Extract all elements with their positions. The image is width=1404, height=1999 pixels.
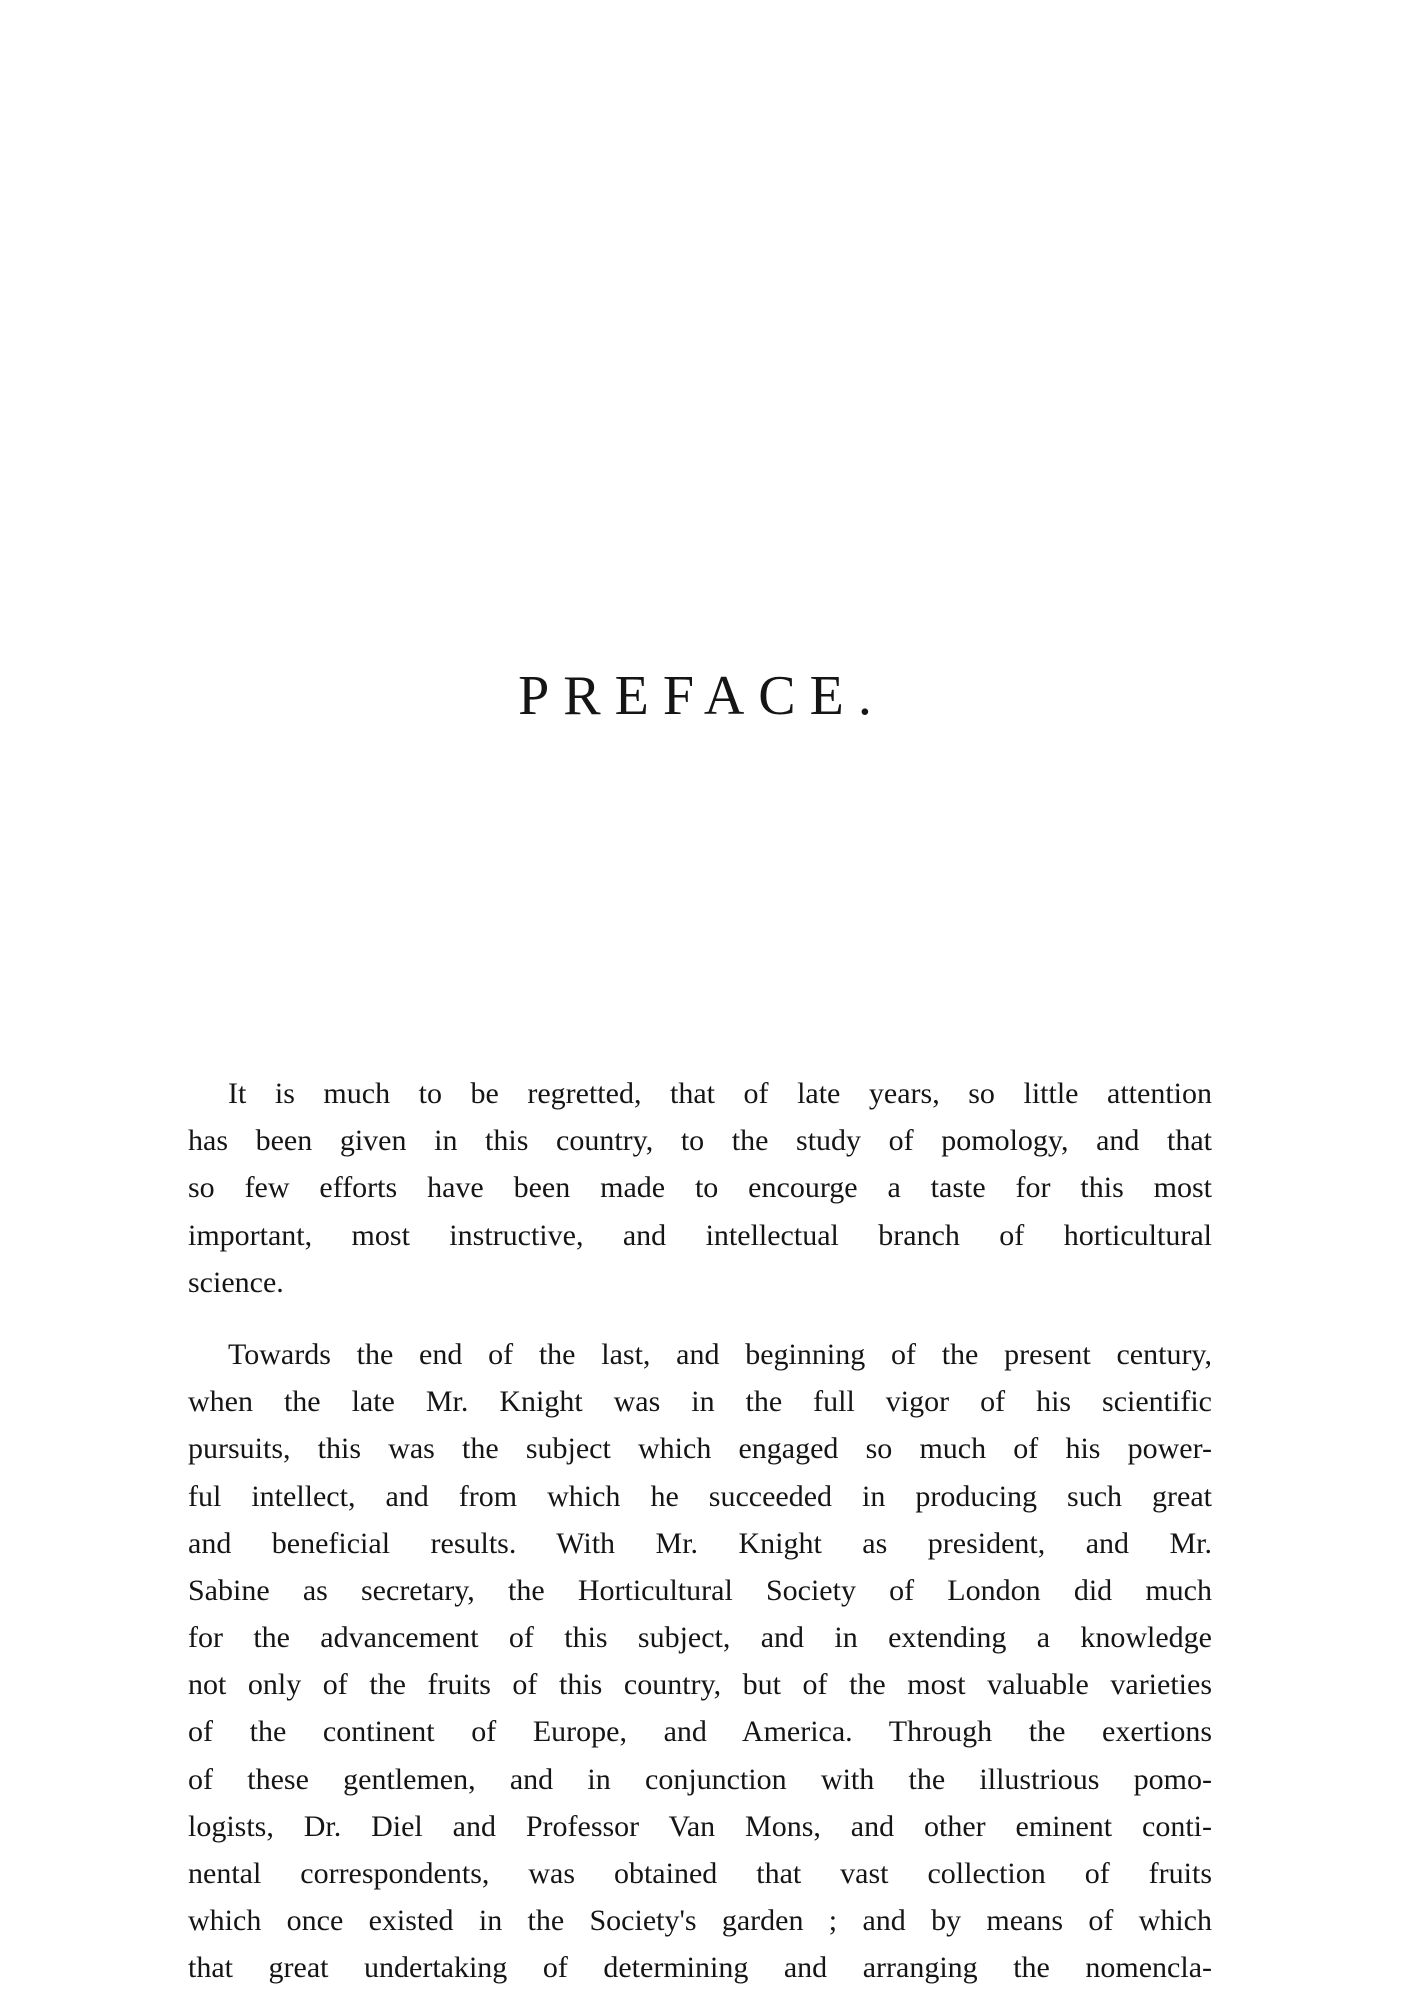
text-line: of these gentlemen, and in conjunction with the illustrious pomo- [188, 1762, 1212, 1796]
text-line: so few efforts have been made to encourge a taste for this most [188, 1171, 1212, 1205]
text-line: has been given in this country, to the study of pomology, and that [188, 1124, 1212, 1158]
body-text [188, 1070, 1212, 1992]
text-line: for the advancement of this subject, and in extending a knowledge [188, 1621, 1212, 1655]
paragraph-gap [188, 1306, 1212, 1331]
page-title: PREFACE. [518, 665, 886, 727]
text-line: which once existed in the Society's garden ; and by means of which [188, 1904, 1212, 1938]
text-line: and beneficial results. With Mr. Knight as president, and Mr. [188, 1526, 1212, 1560]
text-line: when the late Mr. Knight was in the full vigor of his scientific [188, 1385, 1212, 1419]
text-line: that great undertaking of determining and arranging the nomencla- [188, 1951, 1212, 1985]
paragraph-1 [188, 1070, 1212, 1306]
text-line: It is much to be regretted, that of late years, so little attention [228, 1077, 1212, 1110]
paragraph-2 [188, 1331, 1212, 1992]
text-line: nental correspondents, was obtained that vast collection of fruits [188, 1857, 1212, 1890]
text-line: not only of the fruits of this country, but of the most valuable varieties [188, 1668, 1212, 1702]
text-line: logists, Dr. Diel and Professor Van Mons, and other eminent conti- [188, 1809, 1212, 1843]
text-line: ful intellect, and from which he succeeded in producing such great [188, 1479, 1212, 1513]
text-line: science. [188, 1265, 284, 1299]
text-line: of the continent of Europe, and America. Through the exertions [188, 1715, 1212, 1749]
text-line: important, most instructive, and intellectual branch of horticultural [188, 1218, 1212, 1252]
text-line: Towards the end of the last, and beginning of the present century, [228, 1337, 1212, 1371]
text-line: pursuits, this was the subject which engaged so much of his power- [188, 1432, 1212, 1466]
text-line: Sabine as secretary, the Horticultural Society of London did much [188, 1573, 1212, 1607]
